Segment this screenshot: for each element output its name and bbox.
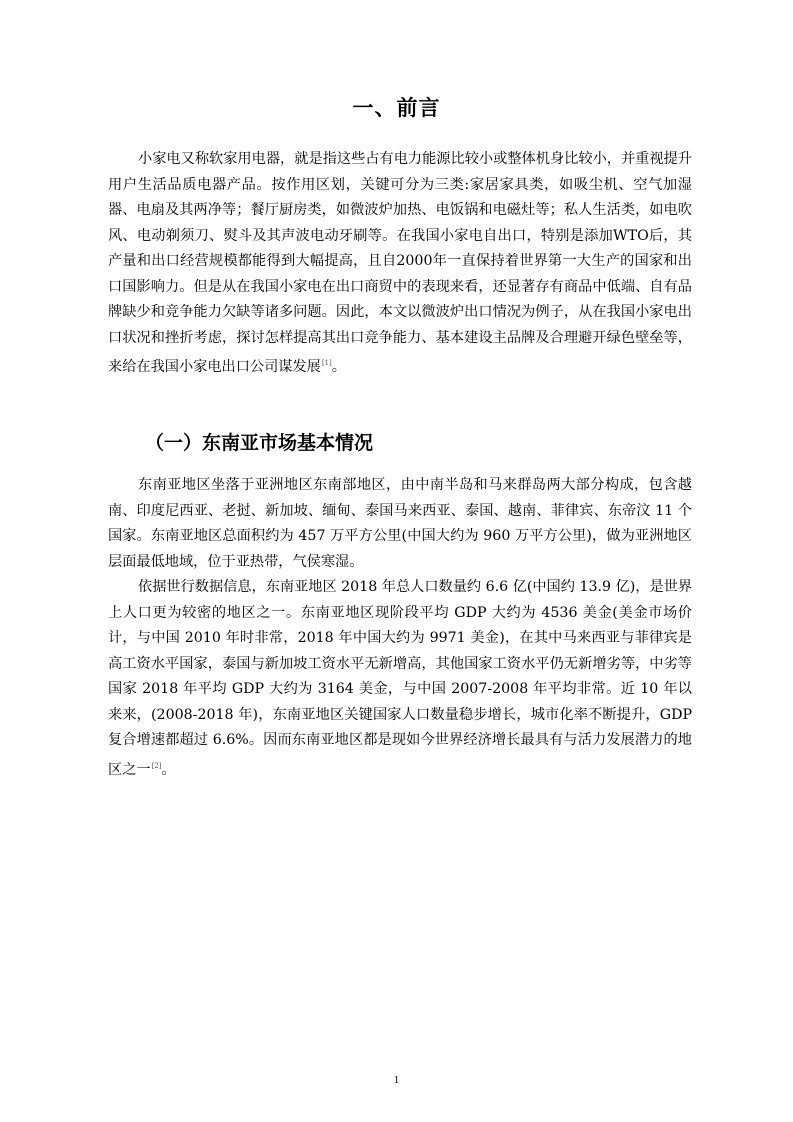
paragraph-text: 依据世行数据信息，东南亚地区 2018 年总人口数量约 6.6 亿(中国约 13.9 亿)，是世界上人口更为较密的地区之一。东南亚地区现阶段平均 GDP 大约为 4536 美金(美金市场价计，与中国 2010 年时非常，2018 年中国大约为 9971 美金)，在其中马来西亚与菲律宾是高工资水平国家，泰国与新加坡工资水平无新增高，其他国家工资水平仍无新增劣等，中劣等国家 2018 年平均 GDP 大约为 3164 美金，与中国 2007-2008 年平均非常。近 10 年以来来，(2008-2018 年)，东南亚地区关键国家人口数量稳步增长，城市化率不断提升，GDP 复合增速都超过 6.6%。因而东南亚地区都是现如今世界经济增长最具有与活力发展潜力的地区之一 (108, 579, 693, 778)
page-number: 1 (393, 1074, 400, 1086)
paragraph-end: 。 (161, 761, 176, 778)
paragraph-economy (108, 575, 692, 783)
citation-ref: [2] (151, 761, 162, 770)
citation-ref: [1] (321, 359, 332, 367)
subsection-heading: （一）东南亚市场基本情况 (145, 432, 374, 454)
paragraph-text: 小家电又称软家用电器，就是指这些占有电力能源比较小或整体机身比较小，并重视提升用户生活品质电器产品。按作用区划，关键可分为三类:家居家具类，如吸尘机、空气加湿器、电扇及其两净等；餐厅厨房类，如微波炉加热、电饭锅和电磁灶等；私人生活类，如电吹风、电动剃须刀、熨斗及其声波电动牙刷等。在我国小家电自出口，特别是添加WTO后，其产量和出口经营规模都能得到大幅提高，且自2000年一直保持着世界第一大生产的国家和出口国影响力。但是从在我国小家电在出口商贸中的表现来看，还显著存有商品中低端、自有品牌缺少和竞争能力欠缺等诸多问题。因此，本文以微波炉出口情况为例子，从在我国小家电出口状况和挫折考虑，探讨怎样提高其出口竞争能力、基本建设主品牌及合理避开绿色壁垒等，来给在我国小家电出口公司谋发展 (108, 151, 692, 375)
paragraph-intro (108, 147, 692, 381)
paragraph-geography: 东南亚地区坐落于亚洲地区东南部地区，由中南半岛和马来群岛两大部分构成，包含越南、印度尼西亚、老挝、新加坡、缅甸、泰国马来西亚、泰国、越南、菲律宾、东帝汶 11 个国家。东南亚地区总面积约为 457 万平方公里(中国大约为 960 万平方公里)，做为亚洲地区层面最低地域，位于亚热带，气侯寒湿。 (108, 477, 692, 570)
section-heading: 一、前言 (352, 96, 441, 120)
paragraph-end: 。 (331, 359, 346, 375)
